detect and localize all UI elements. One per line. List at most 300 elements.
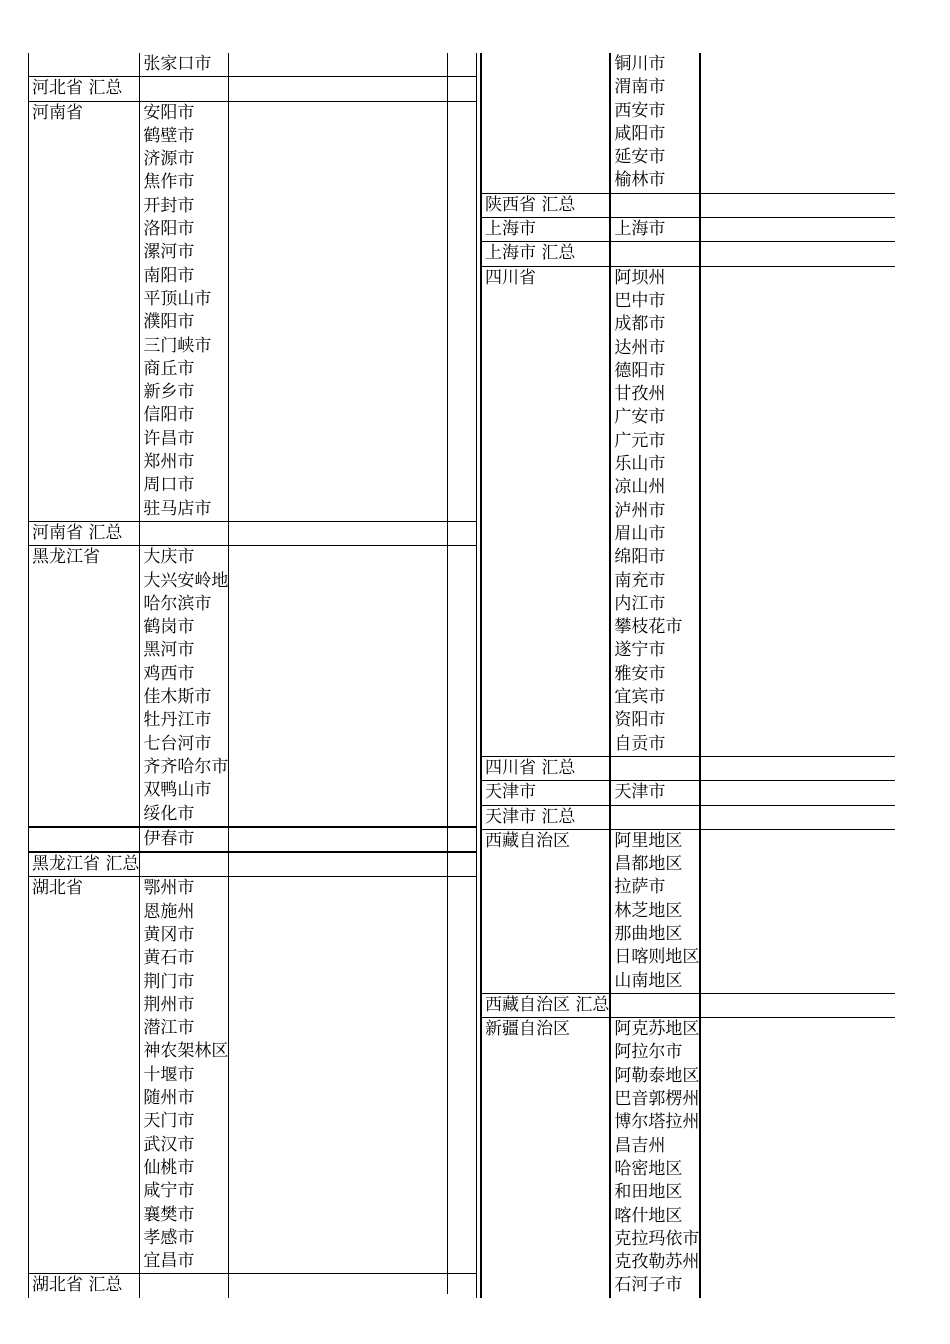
- table-row: [29, 639, 477, 662]
- table-row: [29, 125, 477, 148]
- table-row: [29, 1157, 477, 1180]
- province-cell: [29, 241, 140, 264]
- province-cell: [29, 1087, 140, 1110]
- value-cell: [700, 242, 895, 266]
- value-cell: [700, 313, 895, 336]
- province-cell: [29, 1040, 140, 1063]
- summary-row: [481, 756, 895, 780]
- table-row: [481, 476, 895, 499]
- table-row: [29, 1180, 477, 1203]
- province-cell: [481, 663, 610, 686]
- value-cell: [229, 241, 477, 264]
- value-cell: [700, 970, 895, 994]
- value-cell: [700, 1065, 895, 1088]
- table-row: [481, 337, 895, 360]
- value-cell: [229, 335, 477, 358]
- value-cell: [229, 148, 477, 171]
- city-cell: 铜川市: [610, 53, 700, 76]
- city-cell: 拉萨市: [610, 876, 700, 899]
- value-cell: [229, 358, 477, 381]
- table-row: [481, 1088, 895, 1111]
- province-cell: [481, 123, 610, 146]
- value-cell: [700, 593, 895, 616]
- value-cell: [229, 639, 477, 662]
- table-row: [481, 946, 895, 969]
- value-cell: [229, 521, 477, 545]
- city-cell: 日喀则地区: [610, 946, 700, 969]
- city-cell: 资阳市: [610, 709, 700, 732]
- city-cell: 眉山市: [610, 523, 700, 546]
- table-row: [481, 76, 895, 99]
- summary-label: 湖北省 汇总: [29, 1274, 140, 1298]
- city-cell: 焦作市: [140, 171, 229, 194]
- province-cell: 河南省: [29, 101, 140, 125]
- value-cell: [229, 994, 477, 1017]
- table-row: [481, 593, 895, 616]
- value-cell: [700, 639, 895, 662]
- table-row: [29, 428, 477, 451]
- city-cell: 大庆市: [140, 546, 229, 570]
- city-cell: 佳木斯市: [140, 686, 229, 709]
- province-cell: [29, 498, 140, 522]
- table-row: [29, 288, 477, 311]
- table-row: [29, 994, 477, 1017]
- value-cell: [700, 500, 895, 523]
- province-cell: [29, 195, 140, 218]
- table-row: [481, 900, 895, 923]
- value-cell: [229, 1204, 477, 1227]
- table-row: [29, 947, 477, 970]
- value-cell: [229, 1064, 477, 1087]
- province-cell: [29, 171, 140, 194]
- province-cell: [29, 994, 140, 1017]
- right-region-table: [480, 53, 895, 1298]
- province-cell: [29, 1064, 140, 1087]
- province-cell: [29, 288, 140, 311]
- value-cell: [700, 733, 895, 757]
- value-cell: [229, 288, 477, 311]
- province-cell: [29, 663, 140, 686]
- value-cell: [229, 125, 477, 148]
- city-cell: 绥化市: [140, 803, 229, 827]
- province-cell: [29, 971, 140, 994]
- value-cell: [229, 1017, 477, 1040]
- table-row: [29, 1250, 477, 1274]
- province-cell: [481, 853, 610, 876]
- province-cell: 新疆自治区: [481, 1018, 610, 1042]
- value-cell: [700, 123, 895, 146]
- table-row: [481, 1158, 895, 1181]
- summary-label: 天津市 汇总: [481, 805, 610, 829]
- value-cell: [700, 616, 895, 639]
- province-cell: [481, 639, 610, 662]
- city-cell: 天津市: [610, 781, 700, 805]
- table-row: [481, 853, 895, 876]
- table-row: [481, 383, 895, 406]
- city-cell: 三门峡市: [140, 335, 229, 358]
- city-cell: 克孜勒苏州: [610, 1251, 700, 1274]
- value-cell: [700, 1181, 895, 1204]
- table-row: [481, 290, 895, 313]
- city-cell: 喀什地区: [610, 1205, 700, 1228]
- city-cell: 宜宾市: [610, 686, 700, 709]
- city-cell: 阿勒泰地区: [610, 1065, 700, 1088]
- value-cell: [700, 853, 895, 876]
- city-cell: 山南地区: [610, 970, 700, 994]
- summary-row: [481, 805, 895, 829]
- province-cell: [481, 876, 610, 899]
- city-cell: 遂宁市: [610, 639, 700, 662]
- value-cell: [229, 709, 477, 732]
- table-row: [481, 500, 895, 523]
- value-cell: [229, 686, 477, 709]
- value-cell: [229, 1180, 477, 1203]
- city-cell: 和田地区: [610, 1181, 700, 1204]
- province-cell: [481, 923, 610, 946]
- province-cell: [29, 827, 140, 852]
- table-row: [29, 498, 477, 522]
- city-cell: [610, 242, 700, 266]
- province-cell: [481, 1274, 610, 1297]
- value-cell: [700, 453, 895, 476]
- value-cell: [229, 1274, 477, 1298]
- city-cell: 凉山州: [610, 476, 700, 499]
- city-cell: 绵阳市: [610, 546, 700, 569]
- value-cell: [229, 971, 477, 994]
- province-cell: [481, 970, 610, 994]
- city-cell: 自贡市: [610, 733, 700, 757]
- city-cell: 昌都地区: [610, 853, 700, 876]
- value-cell: [700, 337, 895, 360]
- city-cell: 哈尔滨市: [140, 593, 229, 616]
- city-cell: 南阳市: [140, 265, 229, 288]
- province-cell: [29, 474, 140, 497]
- summary-row: [481, 242, 895, 266]
- province-cell: [29, 1134, 140, 1157]
- value-cell: [700, 266, 895, 290]
- city-cell: [610, 805, 700, 829]
- value-cell: [700, 76, 895, 99]
- value-cell: [700, 876, 895, 899]
- value-cell: [700, 663, 895, 686]
- value-cell: [229, 877, 477, 901]
- province-cell: [481, 1251, 610, 1274]
- table-row: [29, 265, 477, 288]
- value-cell: [700, 1158, 895, 1181]
- province-cell: [29, 404, 140, 427]
- table-row: [481, 709, 895, 732]
- table-row: [481, 100, 895, 123]
- summary-row: [29, 852, 477, 877]
- city-cell: 德阳市: [610, 360, 700, 383]
- province-cell: [481, 709, 610, 732]
- table-row: [481, 313, 895, 336]
- province-cell: [29, 686, 140, 709]
- table-row: [481, 53, 895, 76]
- table-row: [29, 593, 477, 616]
- table-row: [29, 148, 477, 171]
- city-cell: 哈密地区: [610, 1158, 700, 1181]
- value-cell: [229, 77, 477, 101]
- value-cell: [229, 171, 477, 194]
- province-cell: [29, 593, 140, 616]
- value-cell: [229, 53, 477, 77]
- value-cell: [700, 1088, 895, 1111]
- value-cell: [229, 901, 477, 924]
- value-cell: [700, 709, 895, 732]
- city-cell: 驻马店市: [140, 498, 229, 522]
- city-cell: 孝感市: [140, 1227, 229, 1250]
- province-cell: [481, 900, 610, 923]
- table-row: [29, 474, 477, 497]
- table-row: [29, 53, 477, 77]
- city-cell: 济源市: [140, 148, 229, 171]
- city-cell: 阿坝州: [610, 266, 700, 290]
- table-row: [481, 1135, 895, 1158]
- table-row: [481, 1228, 895, 1251]
- table-row: [481, 360, 895, 383]
- province-cell: [29, 311, 140, 334]
- table-row: [481, 829, 895, 853]
- province-cell: [481, 733, 610, 757]
- city-cell: 荆州市: [140, 994, 229, 1017]
- value-cell: [700, 900, 895, 923]
- value-cell: [700, 1205, 895, 1228]
- city-cell: 牡丹江市: [140, 709, 229, 732]
- value-cell: [229, 852, 477, 877]
- value-cell: [229, 924, 477, 947]
- table-row: [481, 570, 895, 593]
- province-cell: [481, 360, 610, 383]
- city-cell: 达州市: [610, 337, 700, 360]
- province-cell: [29, 428, 140, 451]
- city-cell: 黄冈市: [140, 924, 229, 947]
- table-row: [29, 803, 477, 827]
- value-cell: [229, 593, 477, 616]
- table-row: [481, 663, 895, 686]
- city-cell: 昌吉州: [610, 1135, 700, 1158]
- table-row: [481, 970, 895, 994]
- table-row: [481, 781, 895, 805]
- table-row: [29, 709, 477, 732]
- city-cell: 仙桃市: [140, 1157, 229, 1180]
- table-row: [29, 546, 477, 570]
- city-cell: 张家口市: [140, 53, 229, 77]
- city-cell: 延安市: [610, 146, 700, 169]
- city-cell: 乐山市: [610, 453, 700, 476]
- value-cell: [229, 663, 477, 686]
- city-cell: 平顶山市: [140, 288, 229, 311]
- province-cell: 天津市: [481, 781, 610, 805]
- value-cell: [700, 1228, 895, 1251]
- city-cell: 攀枝花市: [610, 616, 700, 639]
- city-cell: 襄樊市: [140, 1204, 229, 1227]
- city-cell: 七台河市: [140, 733, 229, 756]
- value-cell: [700, 805, 895, 829]
- table-row: [29, 924, 477, 947]
- table-row: [29, 218, 477, 241]
- city-cell: 齐齐哈尔市: [140, 756, 229, 779]
- province-cell: [481, 616, 610, 639]
- province-cell: [29, 570, 140, 593]
- province-cell: [29, 148, 140, 171]
- city-cell: 大兴安岭地: [140, 570, 229, 593]
- value-cell: [229, 404, 477, 427]
- summary-row: [29, 521, 477, 545]
- value-cell: [229, 195, 477, 218]
- city-cell: 开封市: [140, 195, 229, 218]
- table-row: [481, 616, 895, 639]
- value-cell: [700, 781, 895, 805]
- city-cell: 咸阳市: [610, 123, 700, 146]
- table-row: [29, 311, 477, 334]
- table-row: [481, 1065, 895, 1088]
- table-row: [481, 123, 895, 146]
- city-cell: 荆门市: [140, 971, 229, 994]
- city-cell: 石河子市: [610, 1274, 700, 1297]
- province-cell: [481, 500, 610, 523]
- table-row: [29, 335, 477, 358]
- city-cell: 内江市: [610, 593, 700, 616]
- city-cell: 神农架林区: [140, 1040, 229, 1063]
- province-cell: [29, 53, 140, 77]
- table-row: [29, 756, 477, 779]
- province-cell: [481, 1205, 610, 1228]
- value-cell: [229, 311, 477, 334]
- summary-label: 四川省 汇总: [481, 756, 610, 780]
- city-cell: 鄂州市: [140, 877, 229, 901]
- value-cell: [700, 829, 895, 853]
- province-cell: [481, 1065, 610, 1088]
- table-row: [29, 686, 477, 709]
- value-cell: [229, 218, 477, 241]
- city-cell: [140, 77, 229, 101]
- city-cell: 濮阳市: [140, 311, 229, 334]
- value-cell: [229, 1134, 477, 1157]
- province-cell: [29, 901, 140, 924]
- value-cell: [229, 474, 477, 497]
- value-cell: [700, 756, 895, 780]
- city-cell: 那曲地区: [610, 923, 700, 946]
- table-row: [481, 453, 895, 476]
- province-cell: [481, 53, 610, 76]
- city-cell: 周口市: [140, 474, 229, 497]
- province-cell: [481, 290, 610, 313]
- province-cell: [481, 1158, 610, 1181]
- table-row: [29, 1227, 477, 1250]
- province-cell: [481, 1135, 610, 1158]
- city-cell: 洛阳市: [140, 218, 229, 241]
- value-cell: [700, 1274, 895, 1297]
- value-cell: [229, 733, 477, 756]
- province-cell: [481, 453, 610, 476]
- city-cell: 伊春市: [140, 827, 229, 852]
- province-cell: [481, 1181, 610, 1204]
- province-cell: [29, 1204, 140, 1227]
- province-cell: 黑龙江省: [29, 546, 140, 570]
- table-row: [29, 901, 477, 924]
- value-cell: [700, 1251, 895, 1274]
- value-cell: [700, 923, 895, 946]
- province-cell: [481, 406, 610, 429]
- city-cell: 武汉市: [140, 1134, 229, 1157]
- province-cell: [29, 125, 140, 148]
- city-cell: 安阳市: [140, 101, 229, 125]
- value-cell: [700, 1018, 895, 1042]
- summary-label: 河北省 汇总: [29, 77, 140, 101]
- province-cell: [481, 686, 610, 709]
- city-cell: 双鸭山市: [140, 779, 229, 802]
- value-cell: [229, 101, 477, 125]
- city-cell: [140, 852, 229, 877]
- city-cell: 十堰市: [140, 1064, 229, 1087]
- value-cell: [700, 146, 895, 169]
- province-cell: [481, 593, 610, 616]
- summary-row: [29, 1274, 477, 1298]
- city-cell: [140, 521, 229, 545]
- value-cell: [700, 193, 895, 217]
- value-cell: [229, 381, 477, 404]
- summary-row: [481, 993, 895, 1017]
- province-cell: [29, 1157, 140, 1180]
- table-row: [29, 101, 477, 125]
- table-row: [29, 1110, 477, 1133]
- summary-label: 黑龙江省 汇总: [29, 852, 140, 877]
- province-cell: [29, 1250, 140, 1274]
- value-cell: [229, 1087, 477, 1110]
- value-cell: [700, 1111, 895, 1134]
- value-cell: [229, 1157, 477, 1180]
- value-cell: [700, 546, 895, 569]
- table-row: [29, 877, 477, 901]
- summary-row: [481, 193, 895, 217]
- table-row: [29, 733, 477, 756]
- table-row: [481, 1018, 895, 1042]
- city-cell: 成都市: [610, 313, 700, 336]
- province-cell: [481, 546, 610, 569]
- city-cell: 潜江市: [140, 1017, 229, 1040]
- province-cell: [481, 1041, 610, 1064]
- value-cell: [700, 218, 895, 242]
- province-cell: [29, 451, 140, 474]
- city-cell: 鹤岗市: [140, 616, 229, 639]
- value-cell: [229, 779, 477, 802]
- city-cell: 郑州市: [140, 451, 229, 474]
- city-cell: 咸宁市: [140, 1180, 229, 1203]
- value-cell: [700, 360, 895, 383]
- province-cell: [481, 100, 610, 123]
- table-row: [481, 546, 895, 569]
- city-cell: 广元市: [610, 430, 700, 453]
- table-row: [481, 146, 895, 169]
- province-cell: [29, 358, 140, 381]
- table-row: [481, 1111, 895, 1134]
- province-cell: [29, 1110, 140, 1133]
- value-cell: [700, 290, 895, 313]
- province-cell: 西藏自治区: [481, 829, 610, 853]
- table-row: [481, 266, 895, 290]
- summary-label: 西藏自治区 汇总: [481, 993, 610, 1017]
- city-cell: [610, 993, 700, 1017]
- value-cell: [229, 616, 477, 639]
- province-cell: 湖北省: [29, 877, 140, 901]
- value-cell: [700, 430, 895, 453]
- table-row: [481, 523, 895, 546]
- table-row: [481, 1181, 895, 1204]
- summary-label: 上海市 汇总: [481, 242, 610, 266]
- city-cell: 泸州市: [610, 500, 700, 523]
- table-row: [29, 1204, 477, 1227]
